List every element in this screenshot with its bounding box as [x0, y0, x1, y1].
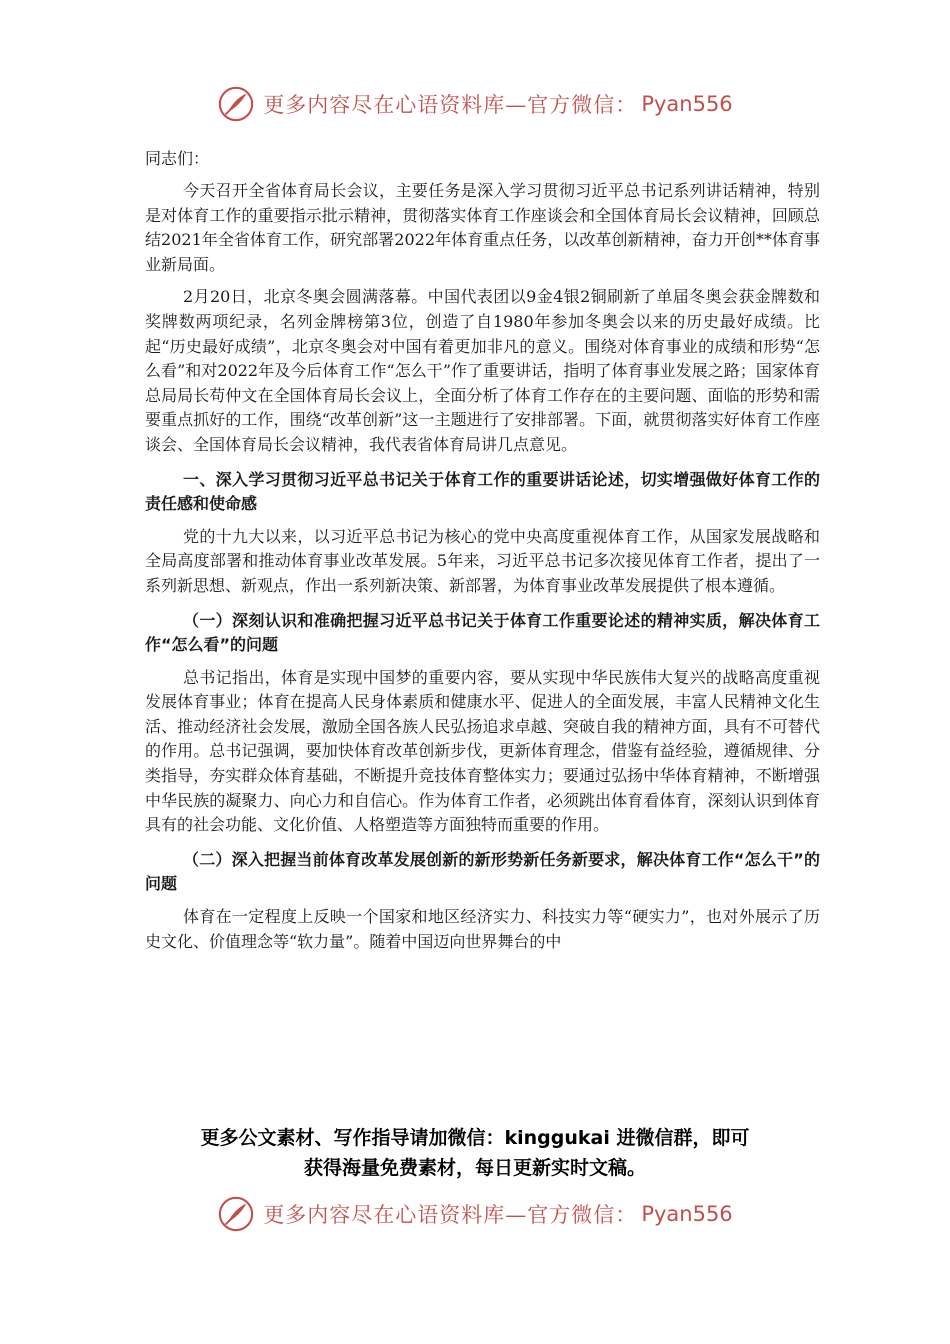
watermark-header: [0, 80, 950, 128]
section-heading-1: 一、深入学习贯彻习近平总书记关于体育工作的重要讲话论述，切实增强做好体育工作的责任感和使命感: [145, 469, 820, 514]
paragraph-subsection-2: 体育在一定程度上反映一个国家和地区经济实力、科技实力等“硬实力”，也对外展示了历史文化、价值理念等“软力量”。随着中国迈向世界舞台的中: [145, 907, 820, 951]
watermark-wechat-id: Pyan556: [641, 92, 733, 116]
watermark-wechat-id: Pyan556: [641, 1202, 733, 1226]
promo-line-2: 获得海量免费素材，每日更新实时文稿。: [303, 1157, 646, 1179]
document-body: [145, 147, 820, 962]
paragraph-section-1: 党的十九大以来，以习近平总书记为核心的党中央高度重视体育工作，从国家发展战略和全局高度部署和推动体育事业改革发展。5年来，习近平总书记多次接见体育工作者，提出了一系列新思想、新观点，作出一系列新决策、新部署，为体育事业改革发展提供了根本遵循。: [145, 526, 820, 595]
paragraph-subsection-1: 总书记指出，体育是实现中国梦的重要内容，要从实现中华民族伟大复兴的战略高度重视发展体育事业；体育在提高人民身体素质和健康水平、促进人的全面发展，丰富人民精神文化生活、推动经济社会发展，激励全国各族人民弘扬追求卓越、突破自我的精神方面，具有不可替代的作用。总书记强调，要加快体育改革创新步伐，更新体育理念，借鉴有益经验，遵循规律、分类指导，夯实群众体育基础，不断提升竞技体育整体实力；要通过弘扬中华体育精神，不断增强中华民族的凝聚力、向心力和自信心。作为体育工作者，必须跳出体育看体育，深刻认识到体育具有的社会功能、文化价值、人格塑造等方面独特而重要的作用。: [145, 667, 820, 835]
subsection-heading-2: （二）深入把握当前体育改革发展创新的新形势新任务新要求，解决体育工作“怎么干”的问题: [145, 849, 820, 894]
watermark-text: 更多内容尽在心语资料库—官方微信：: [263, 93, 638, 117]
promo-banner: [145, 1123, 805, 1183]
paragraph-intro: 今天召开全省体育局长会议，主要任务是深入学习贯彻习近平总书记系列讲话精神，特别是对体育工作的重要指示批示精神，贯彻落实体育工作座谈会和全国体育局长会议精神，回顾总结2021年全省体育工作，研究部署2022年体育重点任务，以改革创新精神，奋力开创**体育事业新局面。: [145, 181, 820, 274]
promo-line-1: 更多公文素材、写作指导请加微信：kinggukai 进微信群，即可: [200, 1127, 750, 1149]
quill-logo-icon: [217, 85, 255, 123]
paragraph-list: [145, 179, 820, 954]
quill-logo-icon: [217, 1195, 255, 1233]
subsection-heading-1: （一）深刻认识和准确把握习近平总书记关于体育工作重要论述的精神实质，解决体育工作“怎么看”的问题: [145, 610, 820, 655]
greeting: 同志们：: [145, 149, 210, 168]
watermark-footer: [0, 1190, 950, 1238]
watermark-text: 更多内容尽在心语资料库—官方微信：: [263, 1203, 638, 1227]
paragraph-olympics: 2月20日，北京冬奥会圆满落幕。中国代表团以9金4银2铜刷新了单届冬奥会获金牌数和奖牌数两项纪录，名列金牌榜第3位，创造了自1980年参加冬奥会以来的历史最好成绩。比起“历史最好成绩”，北京冬奥会对中国有着更加非凡的意义。围绕对体育事业的成绩和形势“怎么看”和对2022年及今后体育工作“怎么干”作了重要讲话，指明了体育事业发展之路；国家体育总局局长苟仲文在全国体育局长会议上，全面分析了体育工作存在的主要问题、面临的形势和需要重点抓好的工作，围绕“改革创新”这一主题进行了安排部署。下面，就贯彻落实好体育工作座谈会、全国体育局长会议精神，我代表省体育局讲几点意见。: [145, 287, 820, 454]
